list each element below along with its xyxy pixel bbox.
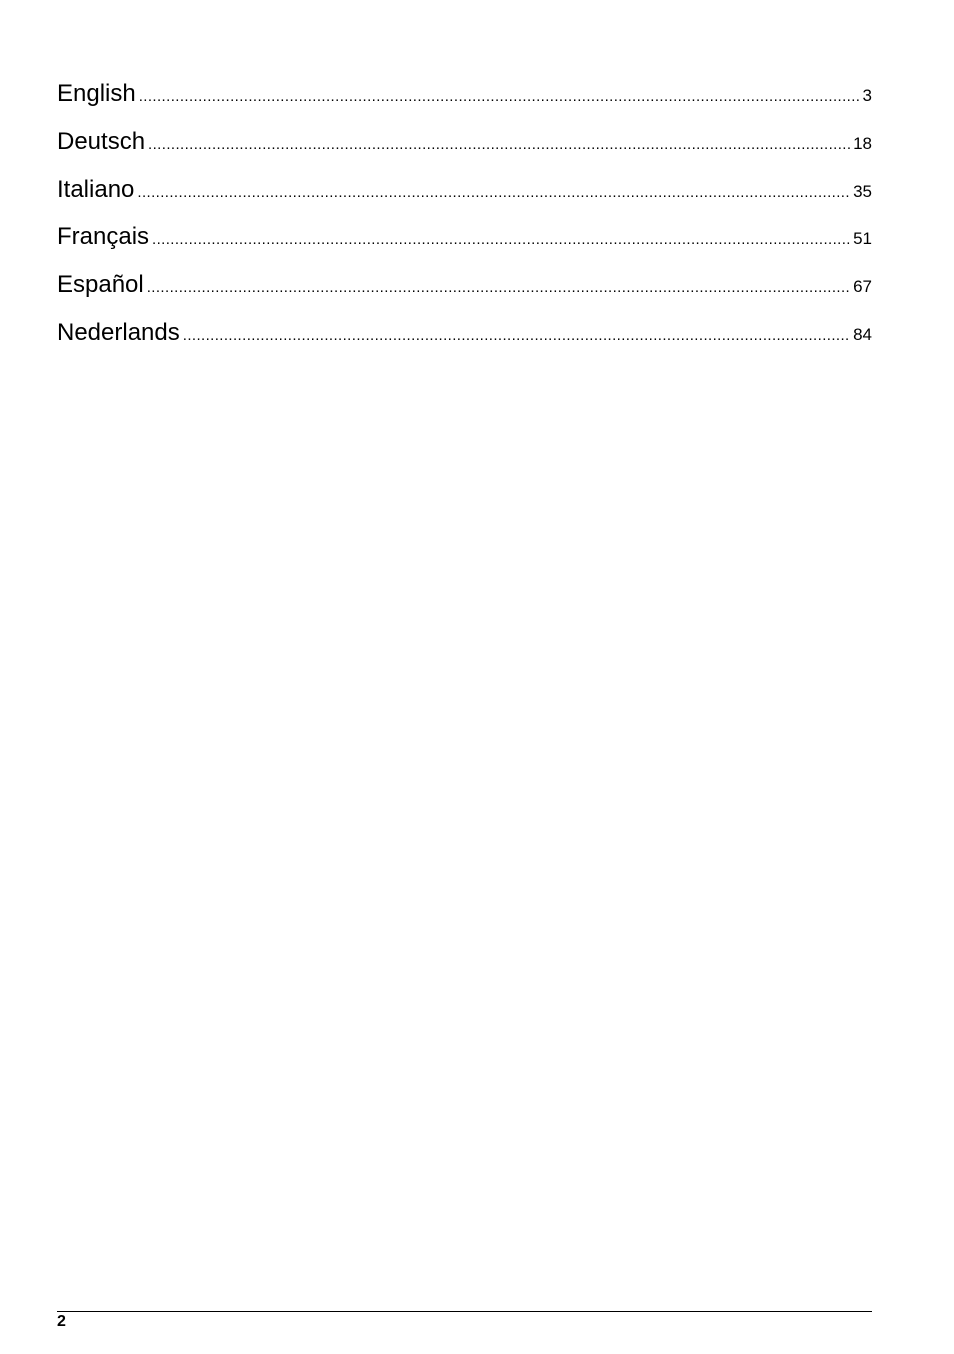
toc-entry-nederlands[interactable] [57, 315, 872, 363]
toc-entry-page: 3 [862, 86, 872, 105]
toc-dot-leader [147, 270, 851, 306]
toc-entry-title: Français [57, 223, 150, 251]
toc-dot-leader [148, 127, 851, 163]
toc-dot-leader [152, 222, 851, 258]
toc-entry-title: Español [57, 271, 144, 299]
toc-entry-page: 35 [853, 181, 872, 201]
table-of-contents [57, 76, 872, 363]
toc-entry-title: English [57, 80, 136, 107]
toc-entry-deutsch[interactable] [57, 124, 872, 172]
toc-entry-page: 67 [853, 277, 872, 297]
toc-entry-title: Italiano [57, 175, 135, 203]
toc-entry-english[interactable] [57, 76, 872, 124]
toc-entry-page: 18 [853, 133, 872, 153]
footer-divider [57, 1311, 872, 1312]
toc-entry-title: Deutsch [57, 127, 146, 155]
toc-entry-page: 51 [853, 229, 872, 249]
toc-entry-page: 84 [853, 324, 872, 344]
toc-entry-francais[interactable] [57, 219, 872, 267]
toc-entry-espanol[interactable] [57, 267, 872, 315]
toc-dot-leader [137, 175, 851, 211]
toc-dot-leader [183, 318, 851, 354]
toc-entry-italiano[interactable] [57, 172, 872, 220]
toc-entry-title: Nederlands [57, 318, 180, 346]
toc-dot-leader [139, 79, 861, 115]
page-number: 2 [57, 1313, 66, 1330]
